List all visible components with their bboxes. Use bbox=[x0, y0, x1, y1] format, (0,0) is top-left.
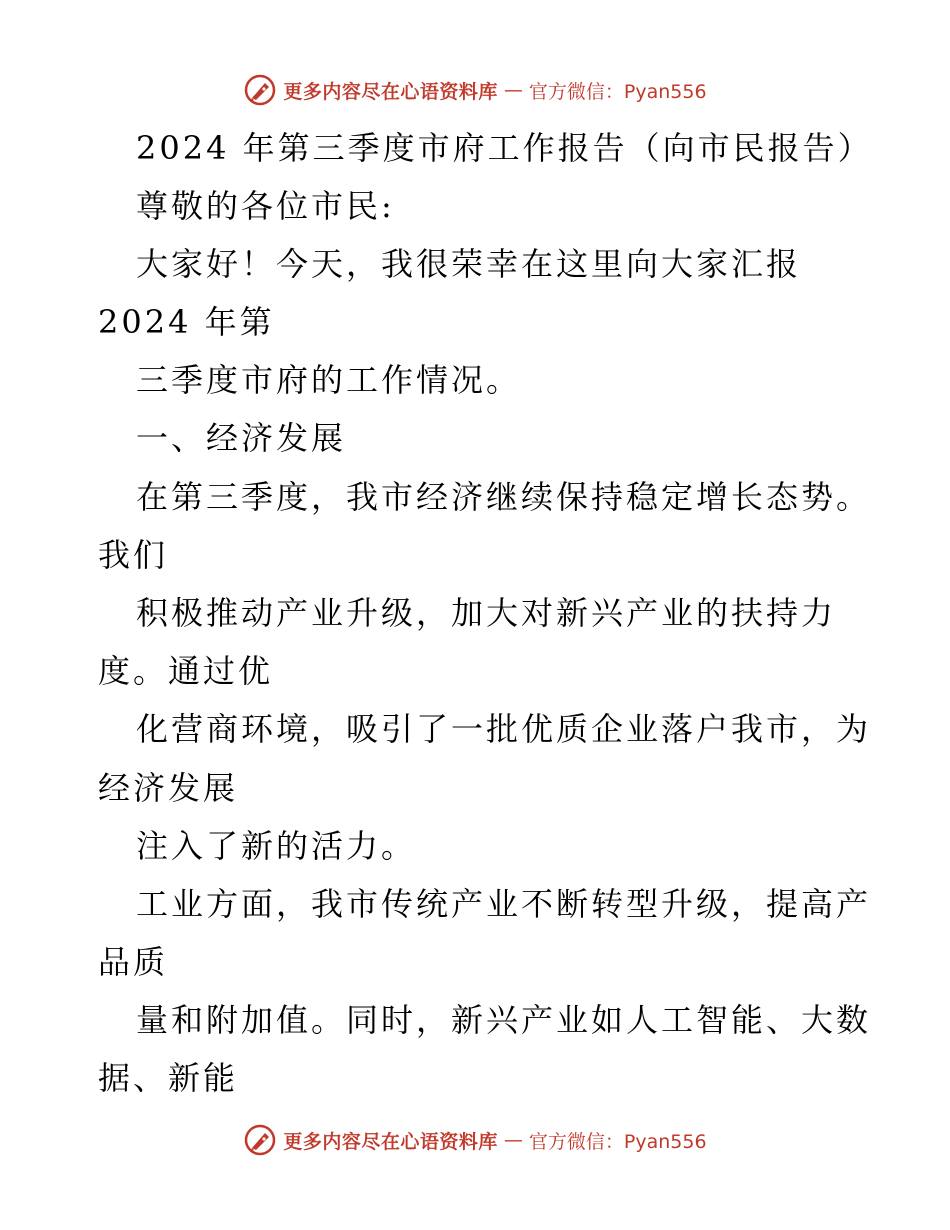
watermark-banner-top bbox=[0, 70, 950, 110]
watermark-contact: 官方微信：Pyan556 bbox=[528, 1130, 707, 1153]
section-heading: 一、经济发展 bbox=[136, 419, 347, 457]
watermark-slogan: 更多内容尽在心语资料库 bbox=[283, 80, 498, 103]
salutation: 尊敬的各位市民: bbox=[136, 187, 395, 225]
paragraph-line: 大家好！今天，我很荣幸在这里向大家汇报 bbox=[136, 245, 802, 283]
paragraph-line: 度。通过优 bbox=[98, 652, 274, 690]
report-title: 2024 年第三季度市府工作报告（向市民报告） bbox=[136, 129, 873, 167]
paragraph-line: 三季度市府的工作情况。 bbox=[136, 361, 522, 399]
paragraph-line: 注入了新的活力。 bbox=[136, 827, 417, 865]
paragraph-line: 在第三季度，我市经济继续保持稳定增长态势。 bbox=[136, 478, 872, 516]
paragraph-line: 工业方面，我市传统产业不断转型升级，提高产 bbox=[136, 885, 872, 923]
paragraph-line: 我们 bbox=[98, 536, 169, 574]
paragraph-line: 量和附加值。同时，新兴产业如人工智能、大数 bbox=[136, 1001, 872, 1039]
paragraph-line: 2024 年第 bbox=[98, 303, 275, 341]
paragraph-line: 据、新能 bbox=[98, 1059, 239, 1097]
watermark-dash: — bbox=[503, 79, 523, 101]
pen-nib-logo-icon bbox=[243, 73, 277, 107]
watermark-contact: 官方微信：Pyan556 bbox=[528, 80, 707, 103]
paragraph-line: 经济发展 bbox=[98, 769, 239, 807]
pen-nib-logo-icon bbox=[243, 1123, 277, 1157]
watermark-dash: — bbox=[503, 1129, 523, 1151]
watermark-banner-bottom bbox=[0, 1120, 950, 1160]
paragraph-line: 品质 bbox=[98, 943, 169, 981]
paragraph-line: 化营商环境，吸引了一批优质企业落户我市，为 bbox=[136, 710, 872, 748]
paragraph-line: 积极推动产业升级，加大对新兴产业的扶持力 bbox=[136, 594, 837, 632]
watermark-slogan: 更多内容尽在心语资料库 bbox=[283, 1130, 498, 1153]
